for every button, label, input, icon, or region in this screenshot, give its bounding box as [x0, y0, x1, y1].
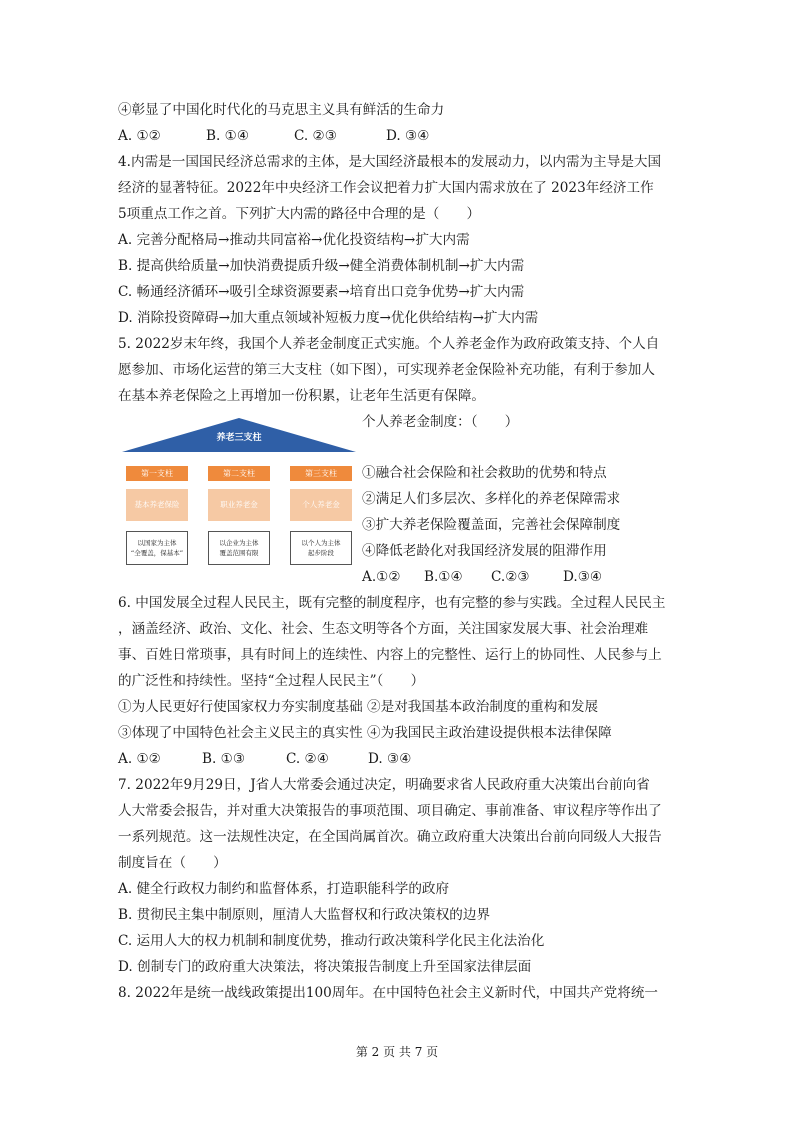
- choice-c: C. ②③: [294, 128, 337, 144]
- q4-option-a: A. 完善分配格局→推动共同富裕→优化投资结构→扩大内需: [118, 232, 470, 248]
- pillar-2: [208, 466, 270, 565]
- q4-stem-line-3: 5项重点工作之首。下列扩大内需的路径中合理的是（ ）: [118, 206, 481, 222]
- pillar-note-line-2: “全覆盖，保基本”: [130, 549, 184, 557]
- pillar-1: [126, 466, 188, 565]
- q6-options-1-2: ①为人民更好行使国家权力夯实制度基础 ②是对我国基本政治制度的重构和发展: [118, 699, 599, 715]
- q5-choices: [362, 567, 682, 587]
- q7-option-c: C. 运用人大的权力机制和制度优势，推动行政决策科学化民主化法治化: [118, 933, 545, 949]
- choice-c: C.②③: [491, 569, 530, 585]
- diagram-roof-title: 养老三支柱: [216, 433, 262, 443]
- q8-stem-line-1: 8. 2022年是统一战线政策提出100周年。在中国特色社会主义新时代，中国共产党将统一: [118, 985, 659, 1001]
- pillar-note: [126, 531, 188, 565]
- q5-stem-line-1: 5. 2022岁末年终，我国个人养老金制度正式实施。个人养老金作为政府政策支持、个人自: [118, 336, 660, 352]
- q6-stem-line-2: ，涵盖经济、政治、文化、社会、生态文明等各个方面，关注国家发展大事、社会治理难: [118, 621, 649, 637]
- choice-c: C. ②④: [286, 751, 329, 767]
- q4-option-d: D. 消除投资障碍→加大重点领域补短板力度→优化供给结构→扩大内需: [118, 310, 539, 326]
- pillar-head: 第一支柱: [126, 466, 188, 481]
- choice-d: D. ③④: [368, 751, 412, 767]
- pillar-note-line-1: 以国家为主体: [137, 539, 177, 547]
- q6-stem-line-3: 事、百姓日常琐事，具有时间上的连续性、内容上的完整性、运行上的协同性、人民参与上: [118, 647, 662, 663]
- q7-option-b: B. 贯彻民主集中制原则，厘清人大监督权和行政决策权的边界: [118, 907, 491, 923]
- pillar-note-line-2: 覆盖范围有限: [219, 549, 259, 557]
- pillar-head: 第二支柱: [208, 466, 270, 481]
- pension-pillars-diagram: [122, 418, 356, 588]
- pillar-3: [290, 466, 352, 565]
- page-footer: 第 2 页 共 7 页: [355, 1045, 439, 1059]
- q6-choices: [118, 749, 683, 769]
- pillar-body: 个人养老金: [290, 489, 352, 521]
- q6-stem-line-1: 6. 中国发展全过程人民民主，既有完整的制度程序，也有完整的参与实践。全过程人民民主: [118, 595, 666, 611]
- choice-a: A. ①②: [118, 128, 161, 144]
- pillar-note-line-2: 起步阶段: [308, 549, 334, 557]
- pillar-body: 职业养老金: [208, 489, 270, 521]
- pillar-note-line-1: 以企业为主体: [219, 539, 259, 547]
- q3-option-4: ④彰显了中国化时代化的马克思主义具有鲜活的生命力: [118, 102, 445, 118]
- q5-option-3: ③扩大养老保险覆盖面，完善社会保障制度: [362, 517, 621, 533]
- q5-option-2: ②满足人们多层次、多样化的养老保障需求: [362, 491, 621, 507]
- q5-option-4: ④降低老龄化对我国经济发展的阻滞作用: [362, 543, 607, 559]
- choice-d: D.③④: [563, 569, 603, 585]
- q6-stem-line-4: 的广泛性和持续性。坚持“全过程人民民主”（ ）: [118, 673, 425, 689]
- q4-option-b: B. 提高供给质量→加快消费提质升级→健全消费体制机制→扩大内需: [118, 258, 525, 274]
- choice-a: A.①②: [362, 569, 401, 585]
- q5-stem-line-3: 在基本养老保险之上再增加一份积累，让老年生活更有保障。: [118, 388, 486, 404]
- choice-a: A. ①②: [118, 751, 161, 767]
- q4-stem-line-2: 经济的显著特征。2022年中央经济工作会议把着力扩大国内需求放在了 2023年经济工作: [118, 180, 654, 196]
- choice-b: B.①④: [424, 569, 463, 585]
- q5-option-1: ①融合社会保险和社会救助的优势和特点: [362, 465, 607, 481]
- q3-choices: [118, 126, 683, 146]
- q7-option-a: A. 健全行政权力制约和监督体系，打造职能科学的政府: [118, 881, 450, 897]
- pillar-note: [290, 531, 352, 565]
- q7-stem-line-1: 7. 2022年9月29日，J省人大常委会通过决定，明确要求省人民政府重大决策出台前向省: [118, 777, 650, 793]
- q7-stem-line-3: 一系列规范。这一法规性决定，在全国尚属首次。确立政府重大决策出台前向同级人大报告: [118, 829, 662, 845]
- choice-b: B. ①③: [202, 751, 246, 767]
- q7-option-d: D. 创制专门的政府重大决策法，将决策报告制度上升至国家法律层面: [118, 959, 532, 975]
- pillar-note-line-1: 以个人为主体: [301, 539, 341, 547]
- pillar-body: 基本养老保险: [126, 489, 188, 521]
- q6-options-3-4: ③体现了中国特色社会主义民主的真实性 ④为我国民主政治建设提供根本法律保障: [118, 725, 612, 741]
- choice-b: B. ①④: [206, 128, 250, 144]
- choice-d: D. ③④: [386, 128, 430, 144]
- q7-stem-line-4: 制度旨在（ ）: [118, 855, 227, 871]
- q4-option-c: C. 畅通经济循环→吸引全球资源要素→培育出口竞争优势→扩大内需: [118, 284, 525, 300]
- q5-stem-line-2: 愿参加、市场化运营的第三大支柱（如下图），可实现养老金保险补充功能，有利于参加人: [118, 362, 655, 378]
- pillar-note: [208, 531, 270, 565]
- q5-question: 个人养老金制度：（ ）: [362, 414, 519, 430]
- pillar-head: 第三支柱: [290, 466, 352, 481]
- q7-stem-line-2: 人大常委会报告，并对重大决策报告的事项范围、项目确定、事前准备、审议程序等作出了: [118, 803, 662, 819]
- q4-stem-line-1: 4.内需是一国国民经济总需求的主体，是大国经济最根本的发展动力，以内需为主导是大国: [118, 154, 662, 170]
